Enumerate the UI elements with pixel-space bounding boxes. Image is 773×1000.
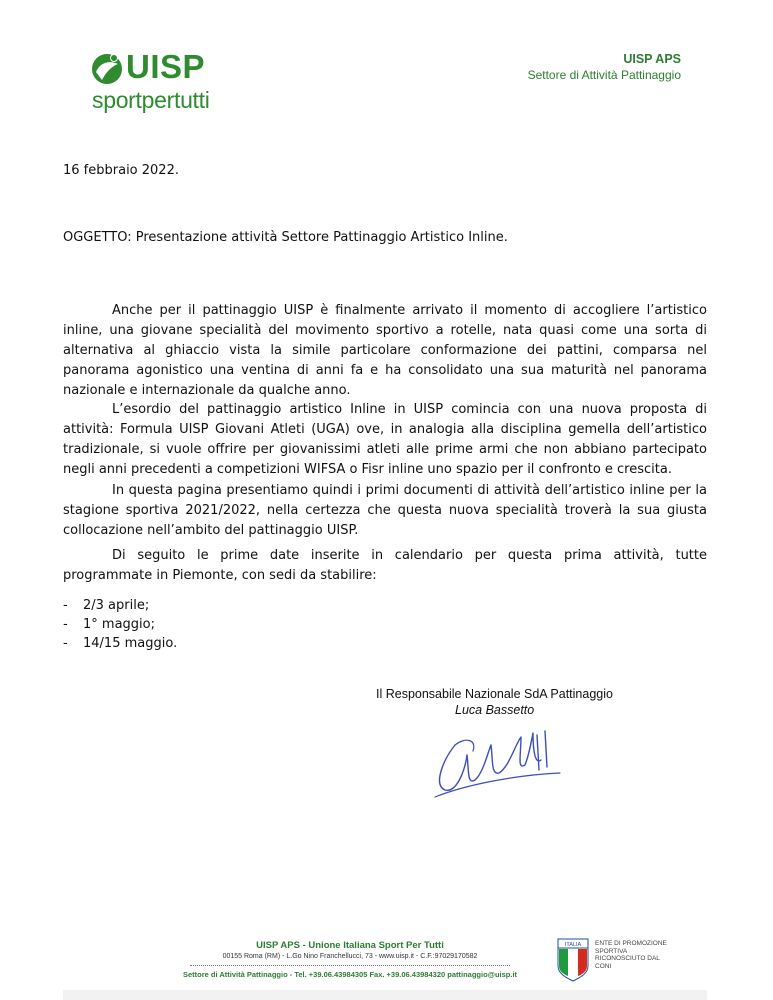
footer-address: 00155 Roma (RM) - L.Go Nino Franchellucci, 73 - www.uisp.it - C.F.:97029170582 [222,953,478,960]
paragraph-4: Di seguito le prime date inserite in calendario per questa prima attività, tutte programmate in Piemonte, con sedi da stabilire: [63,548,707,583]
list-item [63,615,177,634]
dates-list [63,596,177,653]
paragraph-3: In questa pagina presentiamo quindi i primi documenti di attività dell’artistico inline per la stagione sportiva 2021/2022, nella certezza che questa nuova specialità troverà la sua giusta collocazione nell’ambito del pattinaggio UISP. [63,483,707,538]
footer [120,940,580,980]
list-marker: - [63,598,68,613]
signatory-title: Il Responsabile Nazionale SdA Pattinaggio [376,687,613,701]
coni-badge [557,938,677,984]
uisp-logo [90,48,240,118]
uisp-emblem-icon [90,50,124,86]
logo-tagline: sportpertutti [92,87,210,113]
shield-country-text: ITALIA [564,942,582,948]
list-marker: - [63,617,68,632]
paragraph-1: Anche per il pattinaggio UISP è finalmente arrivato il momento di accogliere l’artistico inline, una giovane specialità del movimento sportivo a rotelle, nata quasi come una sorta di alternativa al ghiaccio vista la simile particolare conformazione dei pattini, comparsa nel panorama agonistico una ventina di anni fa e ha consolidato una sua maturità nel panorama nazionale e internazionale da qualche anno. [63,303,707,398]
footer-contacts: Settore di Attività Pattinaggio - Tel. +39.06.43984305 Fax. +39.06.43984320 pattinaggio@uisp.it [182,970,518,979]
footer-divider [190,965,510,966]
page-bottom-strip [63,990,707,1000]
list-item [63,634,177,653]
coni-recognition-text: ENTE DI PROMOZIONE SPORTIVA RICONOSCIUTO DAL CONI [595,940,667,970]
org-header [528,52,681,83]
letter-date: 16 febbraio 2022. [63,163,179,178]
letter-subject: OGGETTO: Presentazione attività Settore Pattinaggio Artistico Inline. [63,230,508,245]
list-item [63,596,177,615]
org-sector: Settore di Attività Pattinaggio [527,68,681,82]
paragraph-2: L’esordio del pattinaggio artistico Inline in UISP comincia con una nuova proposta di attività: Formula UISP Giovani Atleti (UGA) ove, in analogia alla disciplina gemella dell’artistico tradizionale, si vuole offrire per giovanissimi atleti alle prime armi che non abbiano partecipato negli anni precedenti a competizioni WIFSA o Fisr inline uno spazio per il confronto e crescita. [63,402,707,477]
handwritten-signature [425,715,565,810]
signatory-name: Luca Bassetto [455,703,535,717]
italia-shield-icon [557,938,589,982]
list-item-text: 2/3 aprile; [83,598,150,613]
list-marker: - [63,636,68,651]
org-name: UISP APS [623,52,681,66]
footer-org: UISP APS - Unione Italiana Sport Per Tutti [256,940,444,951]
list-item-text: 14/15 maggio. [83,636,178,651]
logo-wordmark: UISP [126,48,206,85]
list-item-text: 1° maggio; [83,617,155,632]
